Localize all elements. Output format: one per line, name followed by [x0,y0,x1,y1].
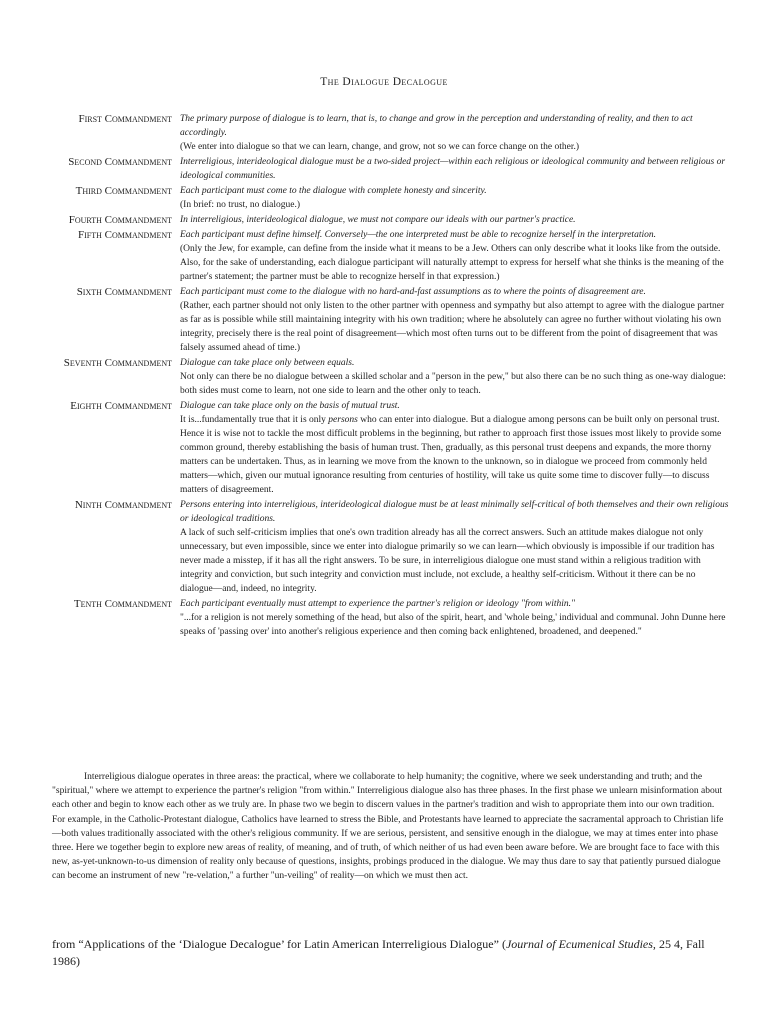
commandment-name: Second Commandment [68,156,172,168]
commandment-item [30,228,730,284]
commandment-note: (Rather, each partner should not only listen to the other partner with openness and sympathy but also attempt to agree with the dialogue partner as far as is possible while still maintaining integrity with his own tradition; where he absolutely can agree no further without violating his own integrity, precisely there is the real point of disagreement—which most often turns out to be different from the point of disagreement that was falsely assumed ahead of time.) [180,301,725,353]
commandment-note [180,413,730,497]
commandment-name: Seventh Commandment [63,357,172,369]
commandment-name: Tenth Commandment [73,598,172,610]
commandment-item [30,112,730,154]
commandment-note: "...for a religion is not merely something of the head, but also of the spirit, heart, and 'whole being,' individual and communal. John Dunne here speaks of 'passing over' into another's religious experience and then coming back enlightened, broadened, and deepened." [180,613,726,637]
essay-paragraph: Interreligious dialogue operates in three areas: the practical, where we collaborate to help humanity; the cognitive, where we seek understanding and truth; and the "spiritual," where we attempt to experience the partner's religion "from within." Interreligious dialogue also has three phases. In the first phase we unlearn misinformation about each other and begin to know each other as we truly are. In phase two we begin to discern values in the partner's tradition and wish to appropriate them into our own tradition. For example, in the Catholic-Protestant dialogue, Catholics have learned to stress the Bible, and Protestants have learned to appreciate the sacramental approach to Christian life—both values traditionally associated with the other's religious community. If we are serious, persistent, and sensitive enough in the dialogue, we may at times enter into phase three. Here we together begin to explore new areas of reality, of meaning, and of truth, of which neither of us had even been aware before. We are brought face to face with this new, as-yet-unknown-to-us dimension of reality only because of questions, insights, probings produced in the dialogue. We may thus dare to say that patiently pursued dialogue can become an instrument of new "re-velation," a further "un-veiling" of reality—on which we must then act. [52,772,724,882]
commandment-item [30,597,730,639]
citation-journal: Journal of Ecumenical Studies, [505,937,656,951]
commandment-item [30,356,730,398]
commandment-item [30,399,730,497]
commandment-name: Fourth Commandment [68,214,172,226]
commandment-note: Not only can there be no dialogue between a skilled scholar and a "person in the pew," but also there can be no such thing as one-way dialogue: both sides must come to learn, not one side to learn and the other only to teach. [180,372,726,396]
citation [52,936,730,970]
commandment-item [30,184,730,212]
commandment-item [30,498,730,596]
commandment-text: Dialogue can take place only on the basis of mutual trust. [180,401,400,411]
commandment-text: Each participant must define himself. Conversely—the one interpreted must be able to recognize herself in the interpretation. [180,230,656,240]
commandment-name: First Commandment [78,113,172,125]
commandment-name: Ninth Commandment [74,499,172,511]
commandment-text: Each participant must come to the dialogue with no hard-and-fast assumptions as to where the points of disagreement are. [180,287,646,297]
commandment-text: Persons entering into interreligious, interideological dialogue must be at least minimally self-critical of both themselves and their own religious or ideological traditions. [180,500,729,524]
commandment-text: The primary purpose of dialogue is to learn, that is, to change and grow in the perception and understanding of reality, and then to act accordingly. [180,114,693,138]
page-title: The Dialogue Decalogue [320,76,448,88]
note-text: who can enter into dialogue. But a dialogue among persons can be built only on personal trust. Hence it is wise not to tackle the most difficult problems in the beginning, but rather to approach first those issues most likely to provide some common ground, thereby establishing the basis of human trust. Then, gradually, as this personal trust deepens and expands, the more thorny matters can be undertaken. Thus, as in learning we move from the known to the unknown, so in dialogue we proceed from commonly held matters—which, given our mutual ignorance resulting from centuries of hostility, will take us quite some time to discover fully—to discuss matters of disagreement. [180,415,722,495]
commandment-text: In interreligious, interideological dialogue, we must not compare our ideals with our partner's practice. [180,215,576,225]
commandment-name: Sixth Commandment [76,286,172,298]
commandment-note: (We enter into dialogue so that we can learn, change, and grow, not so we can force change on the other.) [180,142,580,152]
commandment-text: Interreligious, interideological dialogue must be a two-sided project—within each religious or ideological community and between religious or ideological communities. [180,157,726,181]
citation-suffix: 25 4, Fall 1986) [52,937,705,968]
commandment-note: A lack of such self-criticism implies that one's own tradition already has all the correct answers. Such an attitude makes dialogue not only unnecessary, but even impossible, since we enter into dialogue primarily so we can learn—which obviously is impossible if our tradition has never made a misstep, if it has all the right answers. To be sure, in interreligious dialogue one must stand within a religious tradition with integrity and conviction, but such integrity and conviction must include, not exclude, a healthy self-criticism. Without it there can be no dialogue—and, indeed, no integrity. [180,528,715,594]
commandment-item [30,213,730,227]
citation-prefix: from “Applications of the ‘Dialogue Decalogue’ for Latin American Interreligious Dialogue” ( [52,937,506,951]
commandment-text: Each participant eventually must attempt to experience the partner's religion or ideology "from within." [180,599,576,609]
commandment-name: Fifth Commandment [78,229,172,241]
commandment-text: Dialogue can take place only between equals. [180,358,355,368]
commandment-list [30,112,730,640]
note-emphasis: persons [328,415,358,425]
commandment-note: (Only the Jew, for example, can define from the inside what it means to be a Jew. Others can only describe what it looks like from the outside. Also, for the sake of understanding, each dialogue participant will naturally attempt to express for herself what she thinks is the meaning of the partner's statement; the partner must be able to recognize herself in that expression.) [180,244,724,282]
commandment-item [30,285,730,355]
commandment-name: Third Commandment [75,185,172,197]
commandment-item [30,155,730,183]
commandment-name: Eighth Commandment [70,400,172,412]
commandment-text: Each participant must come to the dialogue with complete honesty and sincerity. [180,186,487,196]
commandment-note: (In brief: no trust, no dialogue.) [180,200,301,210]
note-text: It is...fundamentally true that it is only [180,415,329,425]
